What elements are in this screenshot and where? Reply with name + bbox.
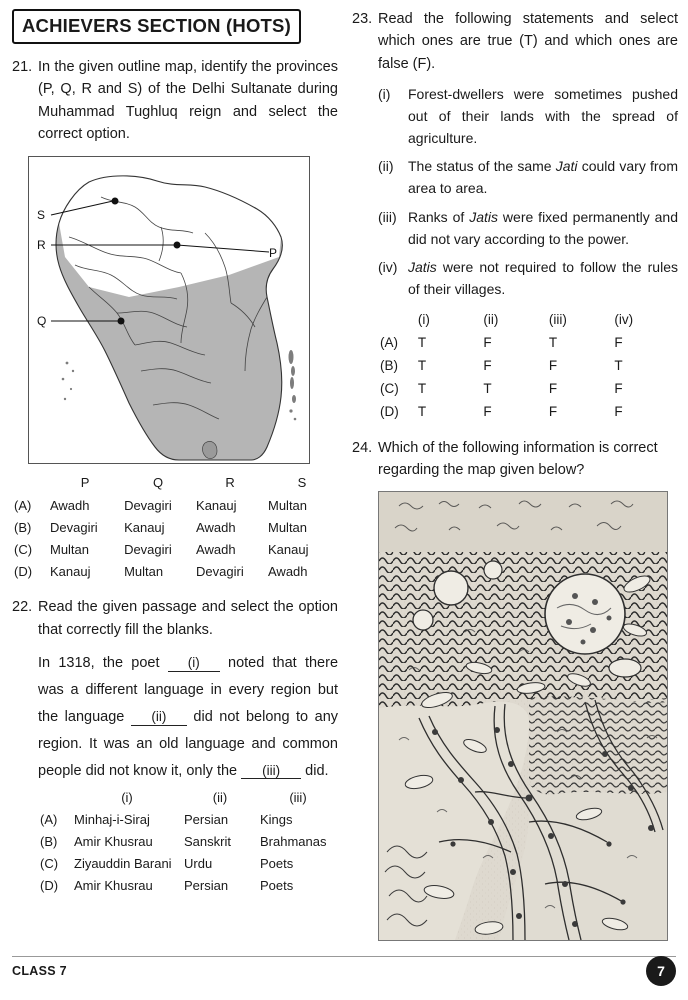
svg-text:R: R bbox=[37, 237, 46, 252]
option-label: (C) bbox=[40, 856, 59, 872]
statement-roman: (iv) bbox=[378, 259, 398, 276]
svg-text:Q: Q bbox=[37, 313, 47, 328]
option-value: F bbox=[614, 334, 623, 350]
option-value: Sanskrit bbox=[184, 834, 231, 850]
option-value: Devagiri bbox=[196, 563, 244, 579]
question-23-number: 23. bbox=[352, 11, 373, 27]
historical-persian-map-image bbox=[378, 491, 668, 941]
option-label: (C) bbox=[14, 541, 33, 557]
option-row[interactable] bbox=[38, 853, 338, 875]
option-value: T bbox=[614, 357, 623, 373]
blank-ii[interactable]: (ii) bbox=[131, 710, 187, 726]
blank-i[interactable]: (i) bbox=[168, 656, 220, 672]
option-value: F bbox=[548, 357, 558, 373]
right-column bbox=[352, 6, 678, 958]
option-label: (B) bbox=[40, 834, 58, 850]
passage-part-2: noted that there was a different language in every region but the language bbox=[38, 655, 339, 725]
option-value: Kanauj bbox=[268, 541, 309, 557]
table-header-row bbox=[378, 308, 678, 331]
option-value: Devagiri bbox=[124, 541, 172, 557]
option-value: Multan bbox=[268, 519, 308, 535]
option-value: Kings bbox=[260, 812, 293, 828]
option-value: F bbox=[548, 403, 558, 419]
blank-iii[interactable]: (iii) bbox=[241, 764, 301, 780]
column-header-r: R bbox=[225, 475, 235, 491]
option-value: T bbox=[417, 380, 427, 396]
option-label: (A) bbox=[14, 497, 32, 513]
table-header-row bbox=[12, 472, 338, 495]
option-value: F bbox=[483, 357, 492, 373]
column-header-ii: (ii) bbox=[483, 311, 499, 327]
svg-text:P: P bbox=[269, 245, 278, 260]
passage-part-4: did. bbox=[305, 762, 329, 779]
option-row[interactable] bbox=[12, 560, 338, 582]
page-number-badge: 7 bbox=[646, 956, 676, 986]
statement-text: Forest-dwellers were sometimes pushed out of their lands with the spread of agriculture. bbox=[408, 86, 678, 146]
statement-italic-term: Jatis bbox=[469, 208, 498, 225]
option-row[interactable] bbox=[378, 331, 678, 354]
statement-roman: (ii) bbox=[378, 158, 394, 175]
statement-text bbox=[408, 156, 678, 199]
option-value: F bbox=[483, 334, 492, 350]
option-value: F bbox=[614, 380, 623, 396]
option-value: Poets bbox=[260, 878, 294, 894]
class-label: CLASS 7 bbox=[12, 964, 67, 978]
option-value: Brahmanas bbox=[260, 834, 327, 850]
option-value: Kanauj bbox=[49, 563, 91, 579]
statement-italic-term: Jati bbox=[555, 158, 578, 175]
option-label: (A) bbox=[40, 812, 58, 828]
option-label: (D) bbox=[380, 403, 399, 419]
question-23 bbox=[352, 8, 678, 75]
statement-roman: (iii) bbox=[378, 208, 397, 225]
question-24 bbox=[352, 437, 678, 482]
option-row[interactable] bbox=[38, 809, 338, 831]
statement-text bbox=[408, 207, 678, 250]
column-header-i: (i) bbox=[121, 789, 133, 805]
option-value: Kanauj bbox=[196, 497, 237, 513]
option-row[interactable] bbox=[378, 377, 678, 400]
svg-text:S: S bbox=[37, 207, 46, 222]
statement-text-pre: Ranks of bbox=[408, 208, 470, 225]
option-value: Amir Khusrau bbox=[74, 878, 153, 894]
option-row[interactable] bbox=[378, 354, 678, 377]
option-label: (C) bbox=[380, 380, 399, 396]
section-banner bbox=[12, 9, 301, 44]
question-22-number: 22. bbox=[12, 599, 33, 616]
option-row[interactable] bbox=[38, 875, 338, 897]
option-value: Persian bbox=[184, 878, 229, 894]
header-blank bbox=[38, 786, 72, 809]
statement-text-post: were fixed permanently and did not vary according to the power. bbox=[408, 208, 678, 247]
option-label: (D) bbox=[40, 878, 59, 894]
statement-italic-term: Jatis bbox=[408, 259, 437, 276]
header-blank bbox=[12, 472, 48, 495]
statement-iv bbox=[378, 257, 678, 300]
option-row[interactable] bbox=[378, 400, 678, 423]
column-header-q: Q bbox=[152, 475, 164, 491]
option-value: T bbox=[417, 403, 427, 419]
question-22-passage bbox=[38, 650, 338, 784]
option-value: Multan bbox=[268, 497, 308, 513]
option-value: Multan bbox=[124, 563, 164, 579]
question-23-options-table bbox=[378, 308, 678, 423]
column-header-iii: (iii) bbox=[289, 789, 307, 805]
column-header-iii: (iii) bbox=[548, 311, 567, 327]
question-21-options-table bbox=[12, 472, 338, 583]
option-value: Kanauj bbox=[124, 519, 165, 535]
question-21-number: 21. bbox=[12, 59, 33, 75]
option-value: F bbox=[614, 403, 623, 419]
option-label: (D) bbox=[14, 563, 33, 579]
passage-part-3: did not belong to any region. It was an old language and common people did not know it, only the bbox=[38, 708, 339, 779]
question-22-options-table bbox=[38, 786, 338, 897]
persian-map-svg bbox=[379, 492, 667, 940]
option-label: (B) bbox=[380, 357, 398, 373]
option-value: Devagiri bbox=[49, 519, 98, 535]
column-header-iv: (iv) bbox=[614, 311, 634, 327]
option-value: Minhaj-i-Siraj bbox=[74, 812, 150, 828]
option-value: Poets bbox=[260, 856, 294, 872]
option-value: Persian bbox=[184, 812, 229, 828]
page-footer bbox=[12, 956, 676, 990]
option-value: Urdu bbox=[184, 856, 213, 872]
question-24-number: 24. bbox=[352, 439, 373, 456]
option-value: T bbox=[483, 380, 492, 396]
option-row[interactable] bbox=[12, 516, 338, 538]
option-label: (A) bbox=[380, 334, 398, 350]
question-24-text: Which of the following information is correct regarding the map given below? bbox=[378, 439, 658, 479]
option-value: Amir Khusrau bbox=[74, 834, 153, 850]
two-column-layout bbox=[12, 6, 676, 958]
section-title: ACHIEVERS SECTION (HOTS) bbox=[22, 15, 291, 36]
header-blank bbox=[378, 308, 416, 331]
column-header-i: (i) bbox=[417, 311, 430, 327]
india-map-svg bbox=[29, 157, 309, 463]
option-value: Devagiri bbox=[124, 497, 172, 513]
statement-roman: (i) bbox=[378, 86, 391, 103]
question-23-text: Read the following statements and select which ones are true (T) and which ones are false (F). bbox=[378, 11, 678, 72]
left-column bbox=[12, 6, 338, 958]
option-value: T bbox=[417, 357, 427, 373]
passage-part-1: In 1318, the poet bbox=[38, 655, 160, 672]
option-value: T bbox=[417, 334, 427, 350]
option-value: Awadh bbox=[196, 541, 236, 557]
statement-text-post: could vary from area to area. bbox=[408, 158, 678, 197]
question-21 bbox=[12, 56, 338, 146]
option-value: Awadh bbox=[268, 563, 308, 579]
statement-iii bbox=[378, 207, 678, 250]
statement-text-post: were not required to follow the rules of their villages. bbox=[408, 259, 678, 297]
option-row[interactable] bbox=[12, 538, 338, 560]
statement-text-pre: The status of the same bbox=[408, 158, 556, 175]
footer-divider bbox=[12, 956, 676, 957]
option-value: Awadh bbox=[49, 497, 90, 513]
column-header-s: S bbox=[297, 475, 307, 491]
india-outline-map bbox=[28, 156, 310, 464]
option-value: F bbox=[483, 403, 492, 419]
option-value: Multan bbox=[49, 541, 90, 557]
option-row[interactable] bbox=[12, 494, 338, 516]
question-23-statements bbox=[378, 84, 678, 300]
question-21-text: In the given outline map, identify the provinces (P, Q, R and S) of the Delhi Sultanate during Muhammad Tughluq reign and select the correct option. bbox=[38, 59, 338, 143]
question-22 bbox=[12, 596, 338, 641]
statement-ii bbox=[378, 156, 678, 199]
column-header-p: P bbox=[80, 475, 90, 491]
question-22-text: Read the given passage and select the option that correctly fill the blanks. bbox=[38, 599, 338, 638]
table-header-row bbox=[38, 786, 338, 809]
column-header-ii: (ii) bbox=[212, 789, 228, 805]
option-row[interactable] bbox=[38, 831, 338, 853]
statement-i bbox=[378, 84, 678, 149]
option-value: Ziyauddin Barani bbox=[74, 856, 172, 872]
option-value: T bbox=[548, 334, 558, 350]
option-label: (B) bbox=[14, 519, 32, 535]
statement-text bbox=[408, 257, 678, 300]
option-value: Awadh bbox=[196, 519, 236, 535]
option-value: F bbox=[548, 380, 558, 396]
